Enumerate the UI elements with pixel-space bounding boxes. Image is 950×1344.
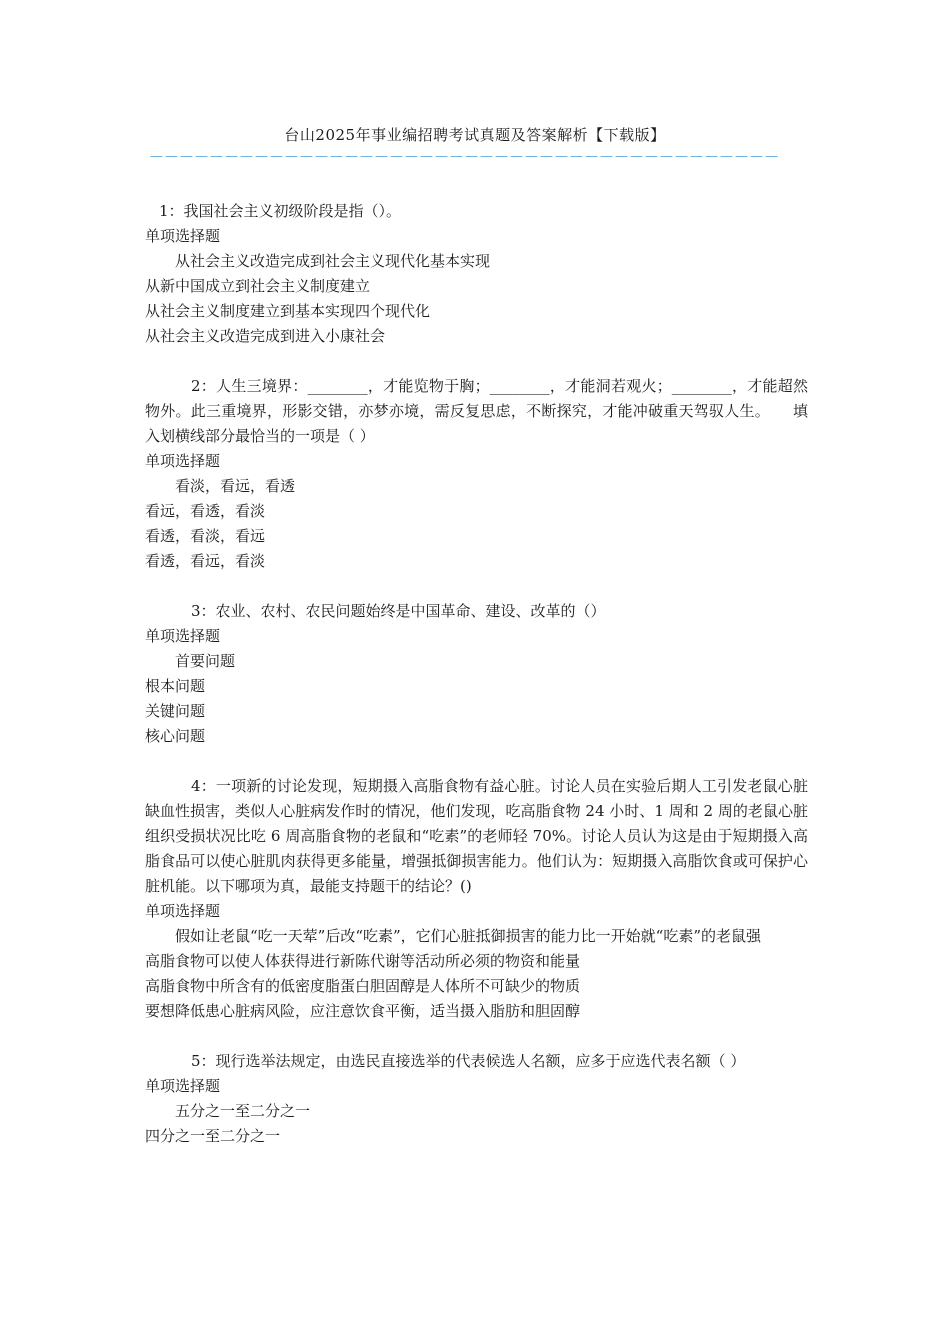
question-list (145, 199, 808, 1174)
option-c: 关键问题 (145, 702, 206, 720)
option-c: 高脂食物中所含有的低密度脂蛋白胆固醇是人体所不可缺少的物质 (145, 977, 581, 995)
option-b: 四分之一至二分之一 (145, 1127, 281, 1145)
question-2 (145, 374, 808, 574)
option-b: 从新中国成立到社会主义制度建立 (145, 277, 371, 295)
option-a: 从社会主义改造完成到社会主义现代化基本实现 (175, 252, 491, 270)
option-d: 看透，看远，看淡 (145, 552, 266, 570)
question-stem: 3：农业、农村、农民问题始终是中国革命、建设、改革的（） (191, 602, 606, 620)
question-type: 单项选择题 (145, 902, 221, 920)
question-type: 单项选择题 (145, 227, 221, 245)
option-c: 看透，看淡，看远 (145, 527, 266, 545)
option-d: 核心问题 (145, 727, 206, 745)
question-type: 单项选择题 (145, 452, 221, 470)
question-stem: 2：人生三境界：________，才能览物于胸；________，才能洞若观火；________，才能超然物外。此三重境界，形影交错，亦梦亦境，需反复思虑，不断探究，才能冲破重天驾驭人生。 填入划横线部分最恰当的一项是（ ） (145, 377, 808, 445)
document-title: 台山2025年事业编招聘考试真题及答案解析【下载版】 (284, 126, 666, 144)
option-a: 看淡，看远，看透 (175, 477, 296, 495)
title-divider: —————————————————————————————————————————— (150, 150, 780, 164)
question-type: 单项选择题 (145, 627, 221, 645)
option-d: 从社会主义改造完成到进入小康社会 (145, 327, 386, 345)
option-a: 五分之一至二分之一 (175, 1102, 311, 1120)
question-type: 单项选择题 (145, 1077, 221, 1095)
question-stem: 1：我国社会主义初级阶段是指（）。 (159, 202, 402, 220)
option-b: 根本问题 (145, 677, 206, 695)
question-1 (145, 199, 808, 349)
question-stem: 5：现行选举法规定，由选民直接选举的代表候选人名额，应多于应选代表名额（ ） (191, 1052, 746, 1070)
question-stem: 4：一项新的讨论发现，短期摄入高脂食物有益心脏。讨论人员在实验后期人工引发老鼠心脏缺血性损害，类似人心脏病发作时的情况，他们发现，吃高脂食物 24 小时、1 周和 2 周的老鼠心脏组织受损状况比吃 6 周高脂食物的老鼠和“吃素”的老师轻 70%。讨论人员认为这是由于短期摄入高脂食品可以使心脏肌肉获得更多能量，增强抵御损害能力。他们认为：短期摄入高脂饮食或可保护心脏机能。以下哪项为真，最能支持题干的结论？() (145, 777, 808, 895)
question-5 (145, 1049, 808, 1149)
option-b: 看远，看透，看淡 (145, 502, 266, 520)
question-3 (145, 599, 808, 749)
option-c: 从社会主义制度建立到基本实现四个现代化 (145, 302, 431, 320)
option-a: 假如让老鼠“吃一天荤”后改“吃素”，它们心脏抵御损害的能力比一开始就“吃素”的老鼠强 (175, 927, 762, 945)
question-4 (145, 774, 808, 1024)
option-b: 高脂食物可以使人体获得进行新陈代谢等活动所必须的物资和能量 (145, 952, 581, 970)
option-a: 首要问题 (175, 652, 236, 670)
option-d: 要想降低患心脏病风险，应注意饮食平衡，适当摄入脂肪和胆固醇 (145, 1002, 581, 1020)
